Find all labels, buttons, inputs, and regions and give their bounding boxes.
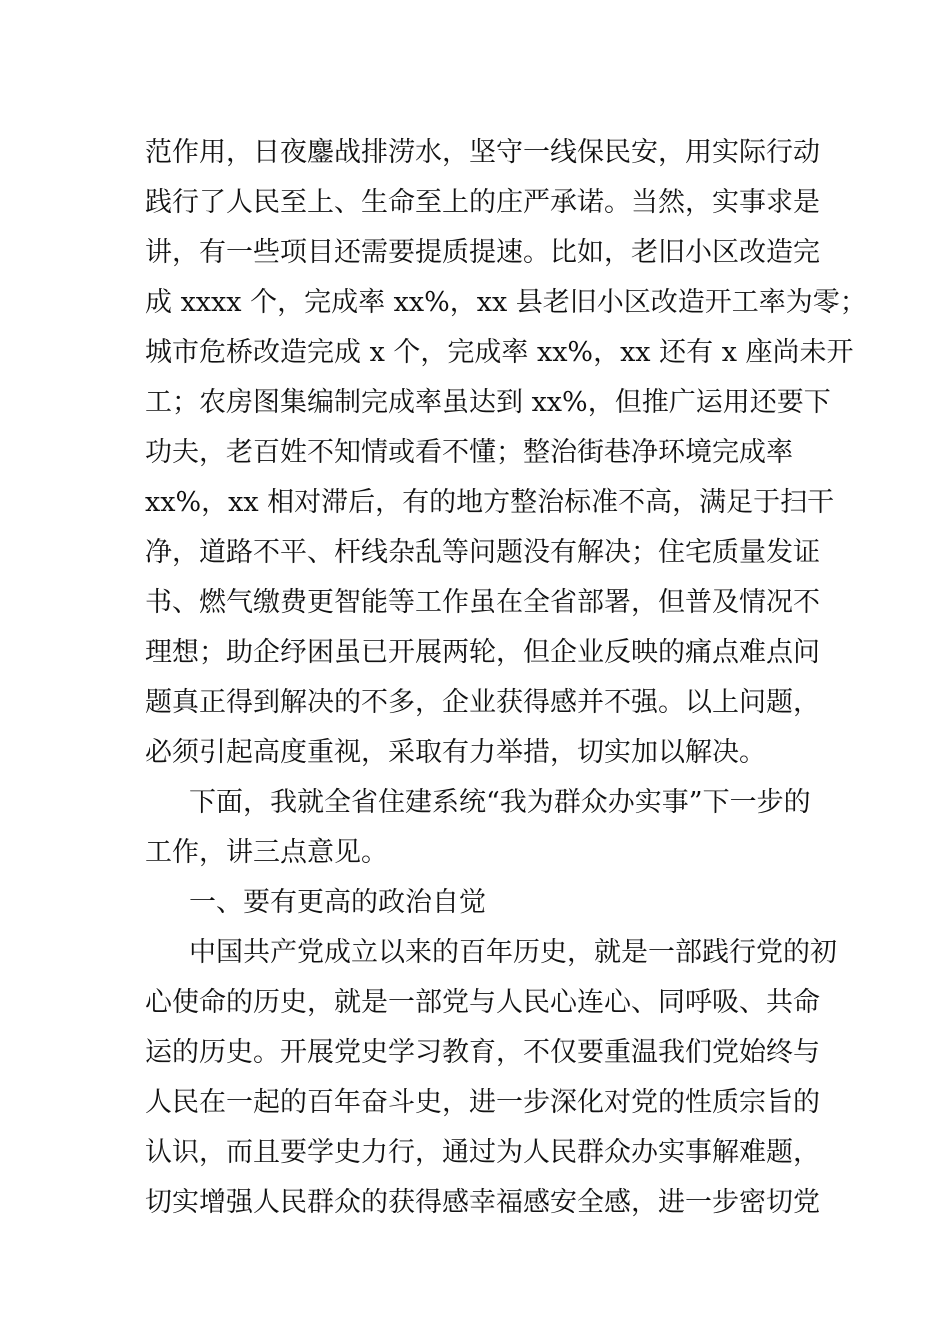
- text-line: 践行了人民至上、生命至上的庄严承诺。当然，实事求是: [145, 187, 820, 218]
- text-line: 功夫，老百姓不知情或看不懂；整治街巷净环境完成率: [145, 437, 793, 468]
- text-line: 净，道路不平、杆线杂乱等问题没有解决；住宅质量发证: [145, 537, 820, 568]
- text-line: 城市危桥改造完成 x 个，完成率 xx%，xx 还有 x 座尚未开: [145, 337, 854, 368]
- text-line: 题真正得到解决的不多，企业获得感并不强。以上问题，: [145, 687, 820, 718]
- text-line: 认识，而且要学史力行，通过为人民群众办实事解难题，: [145, 1137, 820, 1168]
- text-line: 成 xxxx 个，完成率 xx%，xx 县老旧小区改造开工率为零；: [145, 287, 867, 318]
- text-line: 理想；助企纾困虽已开展两轮，但企业反映的痛点难点问: [145, 637, 820, 668]
- paragraph-start-line: 中国共产党成立以来的百年历史，就是一部践行党的初: [189, 937, 837, 968]
- text-line: 工作，讲三点意见。: [145, 837, 388, 868]
- text-line: 必须引起高度重视，采取有力举措，切实加以解决。: [145, 737, 766, 768]
- text-line: 书、燃气缴费更智能等工作虽在全省部署，但普及情况不: [145, 587, 820, 618]
- text-line: 人民在一起的百年奋斗史，进一步深化对党的性质宗旨的: [145, 1087, 820, 1118]
- text-line: 运的历史。开展党史学习教育，不仅要重温我们党始终与: [145, 1037, 820, 1068]
- body-text: [145, 128, 867, 1228]
- text-line: 工；农房图集编制完成率虽达到 xx%，但推广运用还要下: [145, 387, 831, 418]
- text-line: xx%，xx 相对滞后，有的地方整治标准不高，满足于扫干: [145, 487, 835, 518]
- text-line: 切实增强人民群众的获得感幸福感安全感，进一步密切党: [145, 1187, 820, 1218]
- text-line: 讲，有一些项目还需要提质提速。比如，老旧小区改造完: [145, 237, 820, 268]
- text-line: 范作用，日夜鏖战排涝水，坚守一线保民安，用实际行动: [145, 137, 820, 168]
- section-heading: 一、要有更高的政治自觉: [189, 887, 486, 918]
- text-line: 心使命的历史，就是一部党与人民心连心、同呼吸、共命: [145, 987, 820, 1018]
- paragraph-start-line: 下面，我就全省住建系统“我为群众办实事”下一步的: [189, 787, 811, 818]
